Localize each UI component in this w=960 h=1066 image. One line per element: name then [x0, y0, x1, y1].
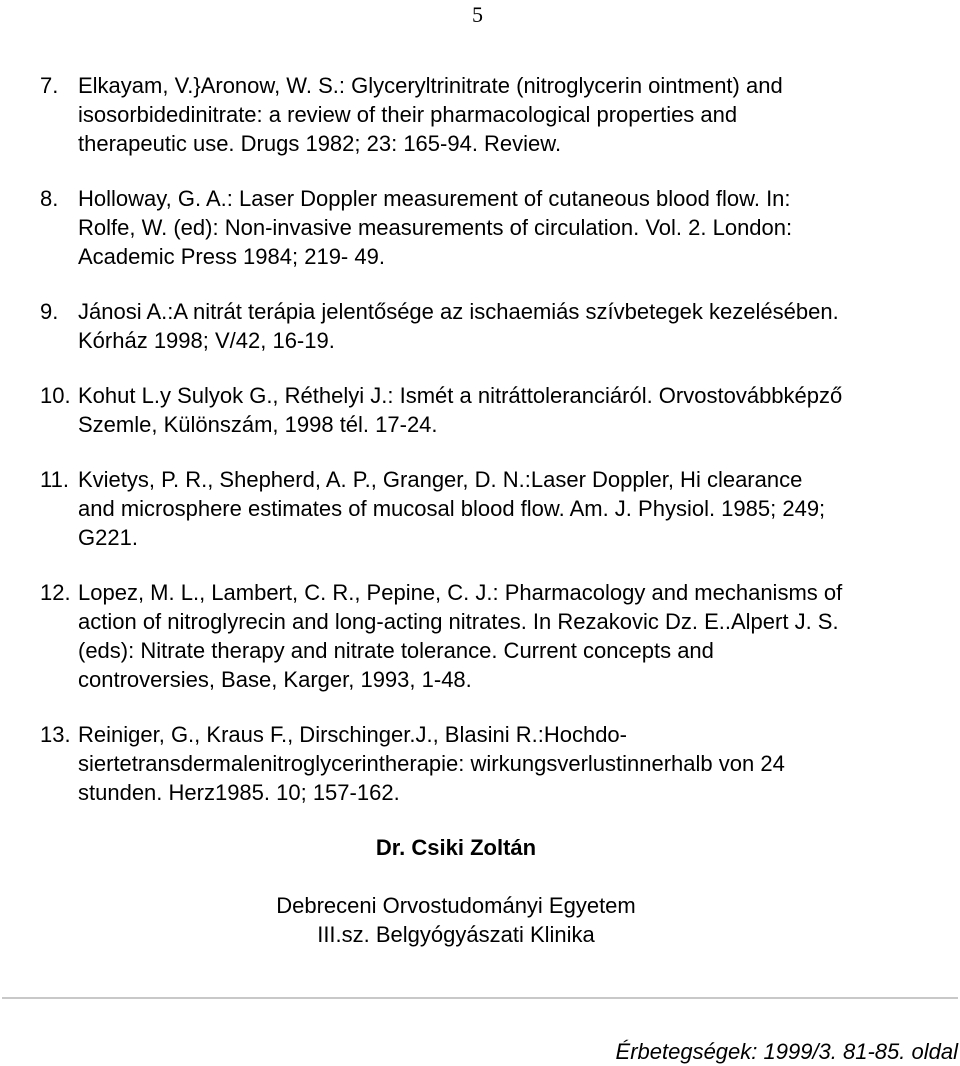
page-number: 5 [472, 2, 483, 27]
reference-text-line: Szemle, Különszám, 1998 tél. 17-24. [78, 412, 438, 437]
reference-item [40, 720, 956, 807]
footer-citation: Érbetegségek: 1999/3. 81-85. oldal [615, 1039, 958, 1064]
reference-item [40, 381, 956, 439]
reference-item [40, 465, 956, 552]
footer-divider [2, 997, 958, 999]
reference-text-line: Kórház 1998; V/42, 16-19. [78, 328, 335, 353]
reference-text-line: Academic Press 1984; 219- 49. [78, 244, 385, 269]
reference-text-line: Jánosi A.:A nitrát terápia jelentősége az ischaemiás szívbetegek kezelésében. [78, 299, 839, 324]
reference-text-line: Holloway, G. A.: Laser Doppler measurement of cutaneous blood flow. In: [78, 186, 791, 211]
reference-item [40, 297, 956, 355]
reference-text-line: isosorbidedinitrate: a review of their pharmacological properties and [78, 102, 738, 127]
reference-text-line: Kohut L.y Sulyok G., Réthelyi J.: Ismét a nitráttoleranciáról. Orvostovábbképző [78, 383, 843, 408]
author-name: Dr. Csiki Zoltán [375, 835, 537, 860]
affiliation-line: III.sz. Belgyógyászati Klinika [317, 922, 595, 947]
affiliation-line: Debreceni Orvostudományi Egyetem [276, 893, 636, 918]
reference-text-line: G221. [78, 525, 138, 550]
reference-text-line: Rolfe, W. (ed): Non-invasive measurements of circulation. Vol. 2. London: [78, 215, 793, 240]
reference-text-line: Lopez, M. L., Lambert, C. R., Pepine, C. J.: Pharmacology and mechanisms of [78, 580, 843, 605]
reference-item [40, 184, 956, 271]
reference-number: 10. [40, 383, 71, 408]
reference-number: 7. [40, 73, 59, 98]
reference-list [40, 71, 956, 833]
reference-number: 13. [40, 722, 71, 747]
reference-text-line: siertetransdermalenitroglycerintherapie: wirkungsverlustinnerhalb von 24 [78, 751, 785, 776]
reference-text-line: action of nitroglyrecin and long-acting nitrates. In Rezakovic Dz. E..Alpert J. S. [78, 609, 839, 634]
reference-text-line: and microsphere estimates of mucosal blood flow. Am. J. Physiol. 1985; 249; [78, 496, 826, 521]
reference-text-line: Reiniger, G., Kraus F., Dirschinger.J., Blasini R.:Hochdo- [78, 722, 627, 747]
reference-item [40, 578, 956, 694]
reference-text-line: Kvietys, P. R., Shepherd, A. P., Granger, D. N.:Laser Doppler, Hi clearance [78, 467, 803, 492]
reference-number: 9. [40, 299, 59, 324]
reference-number: 11. [40, 467, 69, 492]
reference-text-line: (eds): Nitrate therapy and nitrate tolerance. Current concepts and [78, 638, 714, 663]
reference-number: 12. [40, 580, 71, 605]
reference-text-line: controversies, Base, Karger, 1993, 1-48. [78, 667, 472, 692]
reference-item [40, 71, 956, 158]
reference-text-line: Elkayam, V.}Aronow, W. S.: Glyceryltrinitrate (nitroglycerin ointment) and [78, 73, 783, 98]
reference-text-line: therapeutic use. Drugs 1982; 23: 165-94. Review. [78, 131, 562, 156]
author-affiliation [0, 891, 912, 949]
reference-number: 8. [40, 186, 59, 211]
reference-text-line: stunden. Herz1985. 10; 157-162. [78, 780, 400, 805]
